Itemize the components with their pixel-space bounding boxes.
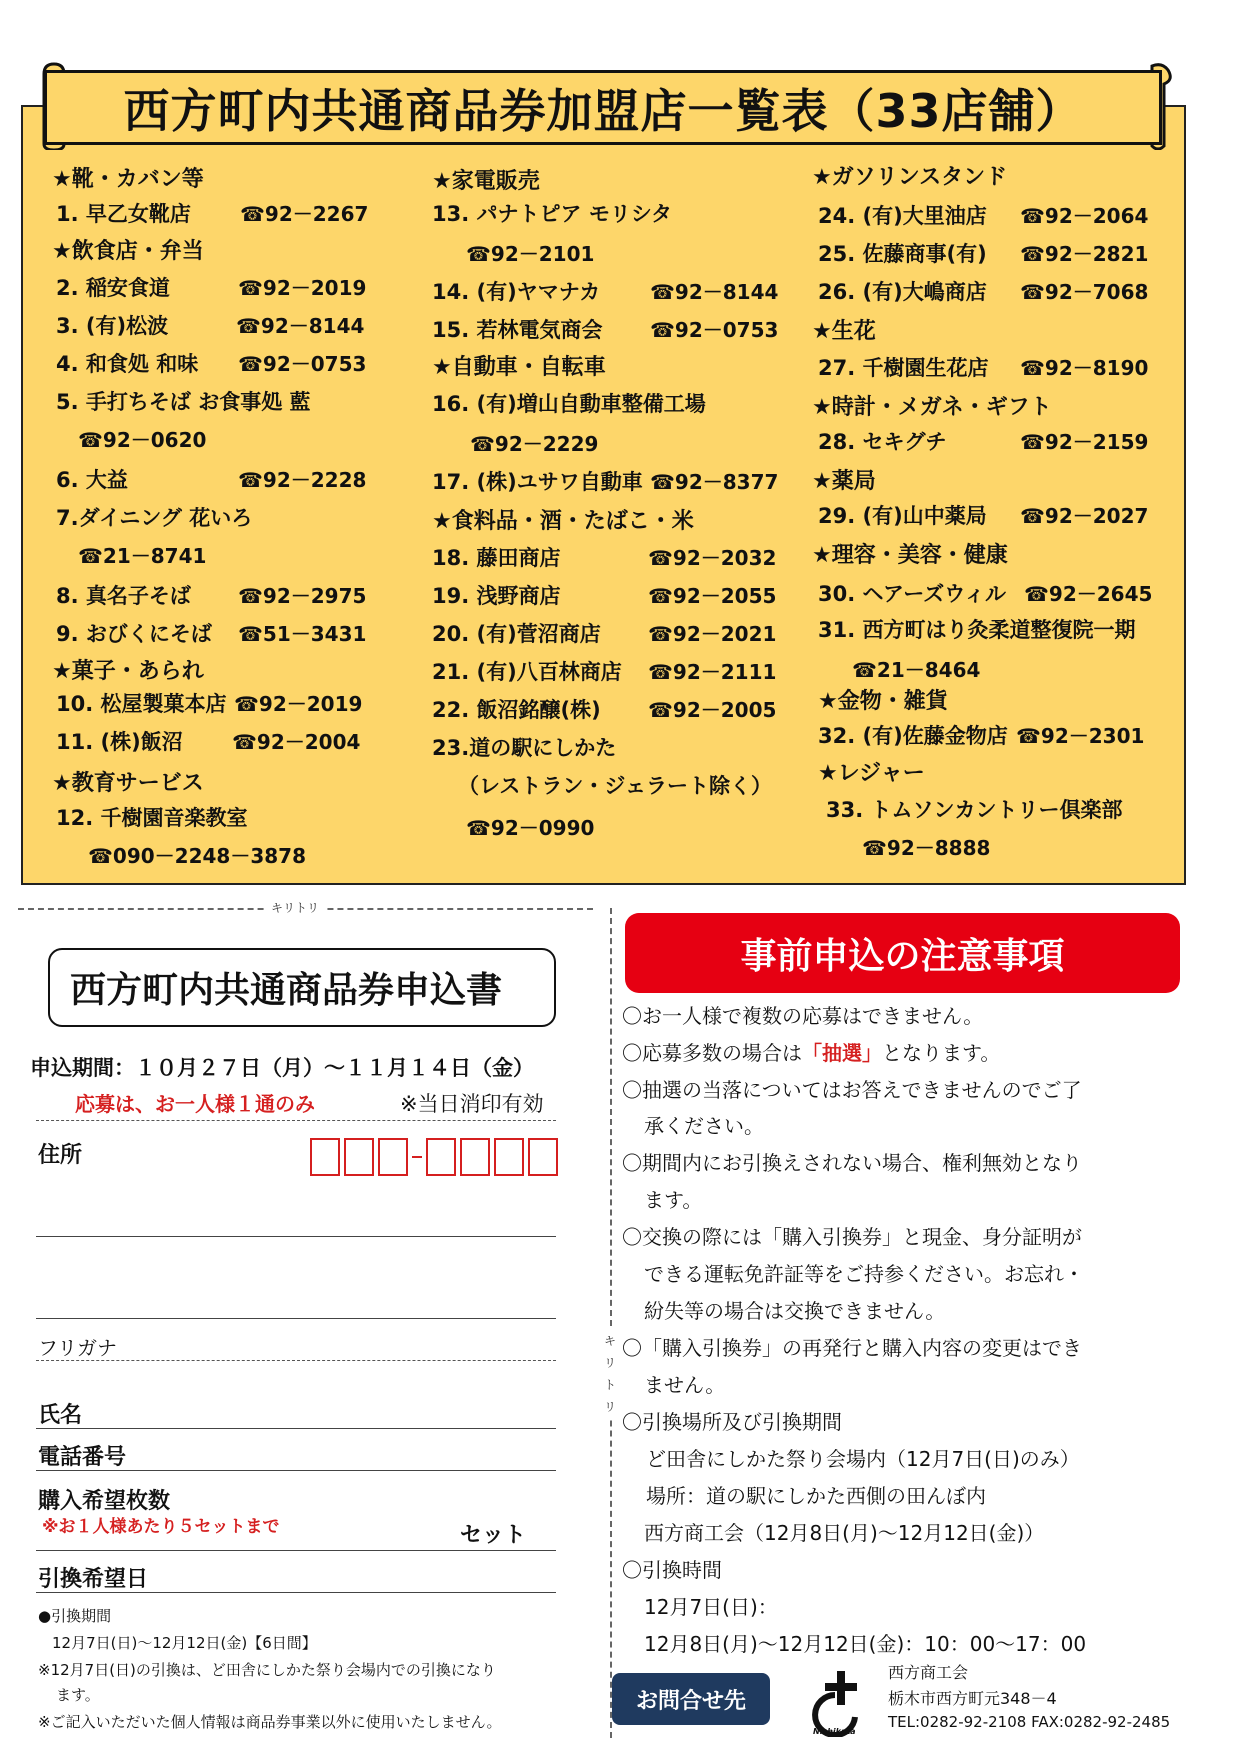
store-phone: ☎92－2821 xyxy=(1020,242,1149,266)
store-phone: ☎92－7068 xyxy=(1020,280,1149,304)
postal-digit-box[interactable] xyxy=(344,1138,374,1176)
notice-item: 〇期間内にお引換えされない場合、権利無効となり xyxy=(622,1151,1082,1175)
exchange-date-label: 引換希望日 xyxy=(38,1567,149,1592)
store-name: 1. 早乙女靴店 xyxy=(56,202,191,226)
store-name: 8. 真名子そば xyxy=(56,584,191,608)
notice-item: 〇交換の際には「購入引換券」と現金、身分証明が xyxy=(622,1225,1082,1249)
store-phone: ☎92－2111 xyxy=(648,660,777,684)
notice-item xyxy=(622,1037,1000,1066)
divider xyxy=(36,1120,556,1121)
store-name: 22. 飯沼銘醸(株) xyxy=(432,698,601,722)
store-phone: ☎92－2159 xyxy=(1020,430,1149,454)
notice-item-cont: ません。 xyxy=(644,1373,726,1397)
store-phone: ☎21－8741 xyxy=(78,544,207,568)
cut-label: キリトリ xyxy=(265,899,325,916)
exchange-location: 西方商工会（12月8日(月)～12月12日(金)） xyxy=(644,1521,1045,1545)
category-heading: ★家電販売 xyxy=(432,169,540,194)
store-phone: ☎92－2019 xyxy=(238,276,367,300)
store-phone: ☎92－0620 xyxy=(78,428,207,452)
notice-item: 〇「購入引換券」の再発行と購入内容の変更はでき xyxy=(622,1336,1082,1360)
exchange-location: ど田舎にしかた祭り会場内（12月7日(日)のみ） xyxy=(646,1447,1080,1471)
postal-digit-box[interactable] xyxy=(528,1138,558,1176)
cut-char: リ xyxy=(603,1400,616,1414)
category-heading: ★時計・メガネ・ギフト xyxy=(812,395,1052,420)
store-phone: ☎92－2005 xyxy=(648,698,777,722)
store-name: 12. 千樹園音楽教室 xyxy=(56,806,248,830)
exchange-time: 12月8日(月)～12月12日(金)：10：00～17：00 xyxy=(644,1632,1087,1656)
store-name: 20. (有)菅沼商店 xyxy=(432,622,601,646)
store-name: 29. (有)山中薬局 xyxy=(818,504,987,528)
store-name: 31. 西方町はり灸柔道整復院一期 xyxy=(818,618,1136,642)
address-line[interactable] xyxy=(36,1236,556,1237)
store-name: 11. (株)飯沼 xyxy=(56,730,183,754)
postmark-note: ※当日消印有効 xyxy=(400,1092,544,1116)
org-contact: TEL:0282-92-2108 FAX:0282-92-2485 xyxy=(888,1713,1171,1731)
store-name: 9. おびくにそば xyxy=(56,622,212,646)
store-name: 32. (有)佐藤金物店 xyxy=(818,724,1008,748)
postal-digit-box[interactable] xyxy=(460,1138,490,1176)
cut-label-vertical xyxy=(600,1330,620,1418)
phone-line[interactable] xyxy=(36,1470,556,1471)
quantity-line[interactable] xyxy=(36,1550,556,1551)
store-name: 16. (有)増山自動車整備工場 xyxy=(432,392,706,416)
store-name: 21. (有)八百林商店 xyxy=(432,660,622,684)
store-phone: ☎92－2229 xyxy=(470,432,599,456)
store-phone: ☎92－8144 xyxy=(236,314,365,338)
store-phone: ☎92－2019 xyxy=(234,692,363,716)
postal-digit-box[interactable] xyxy=(378,1138,408,1176)
notice-item-cont: ます。 xyxy=(644,1188,703,1212)
address-label: 住所 xyxy=(38,1143,83,1168)
org-address: 栃木市西方町元348－4 xyxy=(888,1689,1057,1708)
store-phone: ☎92－8144 xyxy=(650,280,779,304)
phone-label: 電話番号 xyxy=(38,1445,127,1470)
notice-item: 〇引換場所及び引換期間 xyxy=(622,1410,842,1434)
notice-item-cont: 紛失等の場合は交換できません。 xyxy=(644,1299,946,1323)
exchange-date-line[interactable] xyxy=(36,1592,556,1593)
store-phone: ☎92－8888 xyxy=(862,836,991,860)
cut-char: キ xyxy=(603,1334,616,1348)
store-phone: ☎92－2645 xyxy=(1024,582,1153,606)
store-phone: ☎92－0990 xyxy=(466,816,595,840)
furigana-line[interactable] xyxy=(36,1360,556,1361)
notice-item-cont: できる運転免許証等をご持参ください。お忘れ・ xyxy=(644,1262,1084,1286)
privacy-note: ※ご記入いただいた個人情報は商品券事業以外に使用いたしません。 xyxy=(38,1713,502,1731)
cut-char: ト xyxy=(603,1378,616,1392)
page-title: 西方町内共通商品券加盟店一覧表（33店舗） xyxy=(123,83,1083,138)
name-line[interactable] xyxy=(36,1428,556,1429)
category-heading: ★菓子・あられ xyxy=(52,659,204,684)
apply-once-notice: 応募は、お一人様１通のみ xyxy=(75,1092,315,1116)
postal-digit-box[interactable] xyxy=(494,1138,524,1176)
category-heading: ★自動車・自転車 xyxy=(432,355,606,380)
store-phone: ☎92－0753 xyxy=(238,352,367,376)
store-phone: ☎92－2101 xyxy=(466,242,595,266)
store-phone: ☎92－2301 xyxy=(1016,724,1145,748)
notice-item-cont: 承ください。 xyxy=(644,1114,764,1138)
postal-digit-box[interactable] xyxy=(310,1138,340,1176)
store-name: 6. 大益 xyxy=(56,468,128,492)
store-phone: ☎92－2004 xyxy=(232,730,361,754)
category-heading: ★食料品・酒・たばこ・米 xyxy=(432,509,694,534)
category-heading: ★靴・カバン等 xyxy=(52,167,204,192)
store-name-note: （レストラン・ジェラート除く） xyxy=(458,774,772,798)
store-name: 17. (株)ユサワ自動車 xyxy=(432,470,643,494)
store-name: 26. (有)大嶋商店 xyxy=(818,280,987,304)
store-name: 30. ヘアーズウィル xyxy=(818,582,1006,606)
store-name: 27. 千樹園生花店 xyxy=(818,356,989,380)
store-name: 5. 手打ちそば お食事処 藍 xyxy=(56,390,311,414)
store-phone: ☎92－2228 xyxy=(238,468,367,492)
postal-separator xyxy=(412,1156,422,1176)
chamber-logo xyxy=(795,1665,875,1737)
store-phone: ☎51－3431 xyxy=(238,622,367,646)
store-phone: ☎92－8377 xyxy=(650,470,779,494)
store-name: 10. 松屋製菓本店 xyxy=(56,692,227,716)
cut-line-vertical xyxy=(610,908,612,1738)
notice-item: 〇引換時間 xyxy=(622,1558,722,1582)
notice-title: 事前申込の注意事項 xyxy=(625,913,1180,993)
store-phone: ☎92－2975 xyxy=(238,584,367,608)
store-name: 25. 佐藤商事(有) xyxy=(818,242,987,266)
furigana-label: フリガナ xyxy=(38,1336,117,1360)
category-heading: ★生花 xyxy=(812,319,876,344)
category-heading: ★飲食店・弁当 xyxy=(52,239,204,264)
lottery-emphasis: 「抽選」 xyxy=(802,1041,882,1065)
notice-item: 〇お一人様で複数の応募はできません。 xyxy=(622,1004,984,1028)
category-heading: ★理容・美容・健康 xyxy=(812,543,1008,568)
postal-code-boxes[interactable] xyxy=(310,1138,562,1176)
notice-text: 〇応募多数の場合は xyxy=(622,1041,802,1065)
store-name: 33. トムソンカントリー倶楽部 xyxy=(826,798,1123,822)
category-heading: ★薬局 xyxy=(812,469,876,494)
category-heading: ★ガソリンスタンド xyxy=(812,165,1008,190)
exchange-note: ※12月7日(日)の引換は、ど田舎にしかた祭り会場内での引換になり xyxy=(38,1661,496,1679)
store-phone: ☎92－0753 xyxy=(650,318,779,342)
set-unit-label: セット xyxy=(460,1523,527,1548)
logo-text: Nishikata xyxy=(813,1727,856,1736)
quantity-limit-note: ※お１人様あたり５セットまで xyxy=(42,1517,280,1537)
name-label: 氏名 xyxy=(38,1403,83,1428)
address-line[interactable] xyxy=(36,1318,556,1319)
store-name: 2. 稲安食道 xyxy=(56,276,170,300)
org-name: 西方商工会 xyxy=(888,1663,969,1682)
quantity-label: 購入希望枚数 xyxy=(38,1489,171,1514)
exchange-location: 場所：道の駅にしかた西側の田んぼ内 xyxy=(646,1484,986,1508)
store-name: 4. 和食処 和味 xyxy=(56,352,199,376)
store-name: 3. (有)松波 xyxy=(56,314,169,338)
exchange-note-cont: ます。 xyxy=(56,1686,100,1704)
category-heading: ★教育サービス xyxy=(52,771,204,796)
store-name: 7.ダイニング 花いろ xyxy=(56,506,253,530)
notice-text: となります。 xyxy=(882,1041,1001,1065)
store-phone: ☎92－2064 xyxy=(1020,204,1149,228)
exchange-time: 12月7日(日)： xyxy=(644,1595,778,1619)
store-phone: ☎92－2032 xyxy=(648,546,777,570)
notice-item: 〇抽選の当落についてはお答えできませんのでご了 xyxy=(622,1078,1082,1102)
category-heading: ★レジャー xyxy=(818,761,925,786)
store-phone: ☎92－2055 xyxy=(648,584,777,608)
exchange-period-text: 12月7日(日)～12月12日(金)【6日間】 xyxy=(52,1634,317,1652)
postal-digit-box[interactable] xyxy=(426,1138,456,1176)
contact-button[interactable]: お問合せ先 xyxy=(612,1673,770,1725)
application-period: 申込期間：１０月２７日（月）～１１月１４日（金） xyxy=(30,1056,534,1080)
form-title: 西方町内共通商品券申込書 xyxy=(48,948,556,1027)
store-name: 13. パナトピア モリシタ xyxy=(432,202,672,226)
exchange-period-heading: ●引換期間 xyxy=(38,1607,112,1625)
category-heading: ★金物・雑貨 xyxy=(818,689,948,714)
store-name: 18. 藤田商店 xyxy=(432,546,561,570)
store-phone: ☎92－2021 xyxy=(648,622,777,646)
store-name: 14. (有)ヤマナカ xyxy=(432,280,601,304)
store-phone: ☎21－8464 xyxy=(852,658,981,682)
store-phone: ☎090－2248－3878 xyxy=(88,844,306,868)
store-phone: ☎92－8190 xyxy=(1020,356,1149,380)
store-name: 23.道の駅にしかた xyxy=(432,736,617,760)
store-name: 15. 若林電気商会 xyxy=(432,318,603,342)
store-name: 24. (有)大里油店 xyxy=(818,204,987,228)
store-name: 28. セキグチ xyxy=(818,430,947,454)
cut-char: リ xyxy=(603,1356,616,1370)
store-name: 19. 浅野商店 xyxy=(432,584,561,608)
store-phone: ☎92－2027 xyxy=(1020,504,1149,528)
store-phone: ☎92－2267 xyxy=(240,202,369,226)
